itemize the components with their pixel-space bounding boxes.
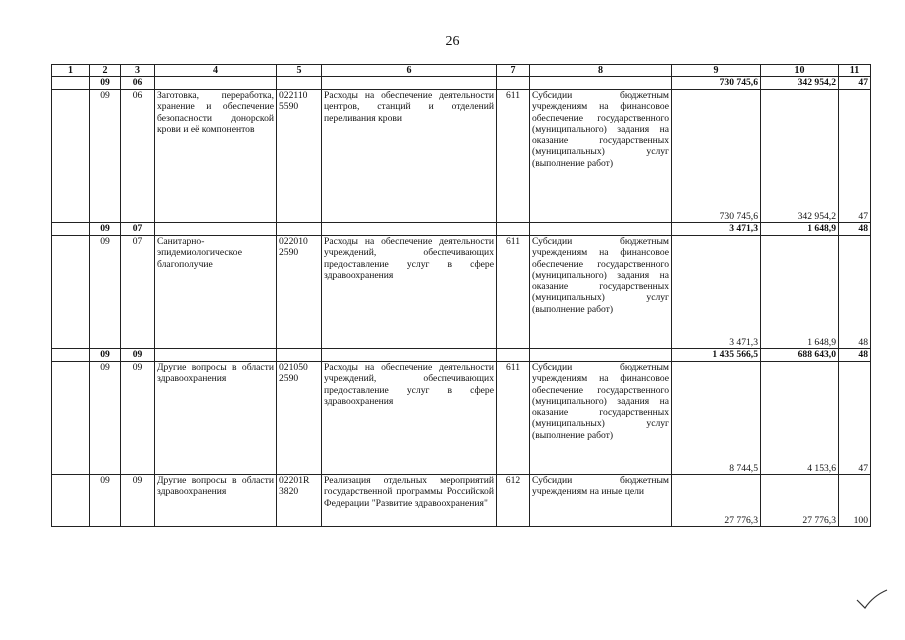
column-header-5: 5: [277, 65, 322, 77]
cell-col-3: 07: [121, 236, 155, 349]
column-header-1: 1: [52, 65, 90, 77]
cell-col-7: 612: [497, 475, 530, 527]
cell-col-10: 342 954,2: [761, 77, 839, 90]
column-header-9: 9: [672, 65, 761, 77]
cell-col-1: [52, 90, 90, 223]
cell-col-11: 47: [839, 362, 871, 475]
cell-col-3: 09: [121, 349, 155, 362]
cell-col-3: 09: [121, 475, 155, 527]
cell-col-5: 021050 2590: [277, 362, 322, 475]
cell-col-1: [52, 223, 90, 236]
cell-col-11: 48: [839, 236, 871, 349]
table-row: [52, 90, 871, 223]
cell-col-8: Субсидии бюджетным учреждениям на финансовое обеспечение государственного (муниципального) задания на оказание государственных (муниципальных) услуг (выполнение работ): [530, 362, 672, 475]
cell-col-10: 688 643,0: [761, 349, 839, 362]
cell-col-3: 06: [121, 90, 155, 223]
column-number-row: [52, 65, 871, 77]
subtotal-row: [52, 349, 871, 362]
column-header-11: 11: [839, 65, 871, 77]
cell-col-3: 09: [121, 362, 155, 475]
cell-col-8: [530, 223, 672, 236]
cell-col-10: 1 648,9: [761, 236, 839, 349]
cell-col-1: [52, 349, 90, 362]
cell-col-9: 730 745,6: [672, 90, 761, 223]
cell-col-8: [530, 349, 672, 362]
cell-col-3: 06: [121, 77, 155, 90]
cell-col-1: [52, 475, 90, 527]
cell-col-11: 100: [839, 475, 871, 527]
cell-col-8: Субсидии бюджетным учреждениям на финансовое обеспечение государственного (муниципального) задания на оказание государственных (муниципальных) услуг (выполнение работ): [530, 90, 672, 223]
cell-col-6: Реализация отдельных мероприятий государственной программы Российской Федерации "Развитие здравоохранения": [322, 475, 497, 527]
cell-col-9: 8 744,5: [672, 362, 761, 475]
budget-table: [51, 64, 871, 527]
cell-col-10: 342 954,2: [761, 90, 839, 223]
cell-col-2: 09: [90, 77, 121, 90]
cell-col-6: Расходы на обеспечение деятельности центров, станций и отделений переливания крови: [322, 90, 497, 223]
cell-col-7: 611: [497, 90, 530, 223]
cell-col-10: 1 648,9: [761, 223, 839, 236]
table-row: [52, 475, 871, 527]
cell-col-2: 09: [90, 349, 121, 362]
cell-col-4: Другие вопросы в области здравоохранения: [155, 362, 277, 475]
cell-col-8: Субсидии бюджетным учреждениям на финансовое обеспечение государственного (муниципального) задания на оказание государственных (муниципальных) услуг (выполнение работ): [530, 236, 672, 349]
cell-col-1: [52, 362, 90, 475]
cell-col-2: 09: [90, 475, 121, 527]
cell-col-7: [497, 223, 530, 236]
cell-col-9: 3 471,3: [672, 223, 761, 236]
cell-col-4: Санитарно-эпидемиологическое благополучие: [155, 236, 277, 349]
cell-col-2: 09: [90, 362, 121, 475]
column-header-3: 3: [121, 65, 155, 77]
cell-col-11: 48: [839, 223, 871, 236]
column-header-2: 2: [90, 65, 121, 77]
cell-col-8: Субсидии бюджетным учреждениям на иные цели: [530, 475, 672, 527]
page-number: 26: [445, 34, 460, 49]
table-row: [52, 236, 871, 349]
checkmark-icon: [855, 588, 889, 610]
cell-col-4: Заготовка, переработка, хранение и обеспечение безопасности донорской крови и её компонентов: [155, 90, 277, 223]
cell-col-11: 47: [839, 90, 871, 223]
cell-col-9: 3 471,3: [672, 236, 761, 349]
cell-col-4: Другие вопросы в области здравоохранения: [155, 475, 277, 527]
cell-col-7: [497, 349, 530, 362]
cell-col-6: Расходы на обеспечение деятельности учреждений, обеспечивающих предоставление услуг в сфере здравоохранения: [322, 236, 497, 349]
column-header-8: 8: [530, 65, 672, 77]
column-header-6: 6: [322, 65, 497, 77]
cell-col-1: [52, 77, 90, 90]
cell-col-11: 47: [839, 77, 871, 90]
cell-col-4: [155, 349, 277, 362]
cell-col-5: 022010 2590: [277, 236, 322, 349]
cell-col-4: [155, 223, 277, 236]
cell-col-2: 09: [90, 90, 121, 223]
cell-col-6: [322, 77, 497, 90]
cell-col-1: [52, 236, 90, 349]
cell-col-5: [277, 349, 322, 362]
column-header-10: 10: [761, 65, 839, 77]
cell-col-5: 02201R 3820: [277, 475, 322, 527]
cell-col-9: 730 745,6: [672, 77, 761, 90]
cell-col-2: 09: [90, 236, 121, 349]
cell-col-11: 48: [839, 349, 871, 362]
cell-col-10: 4 153,6: [761, 362, 839, 475]
subtotal-row: [52, 223, 871, 236]
cell-col-9: 1 435 566,5: [672, 349, 761, 362]
cell-col-7: 611: [497, 236, 530, 349]
column-header-4: 4: [155, 65, 277, 77]
cell-col-7: [497, 77, 530, 90]
cell-col-8: [530, 77, 672, 90]
cell-col-3: 07: [121, 223, 155, 236]
subtotal-row: [52, 77, 871, 90]
cell-col-10: 27 776,3: [761, 475, 839, 527]
cell-col-5: [277, 77, 322, 90]
cell-col-6: [322, 349, 497, 362]
table-row: [52, 362, 871, 475]
cell-col-5: [277, 223, 322, 236]
cell-col-9: 27 776,3: [672, 475, 761, 527]
column-header-7: 7: [497, 65, 530, 77]
cell-col-6: Расходы на обеспечение деятельности учреждений, обеспечивающих предоставление услуг в сфере здравоохранения: [322, 362, 497, 475]
cell-col-5: 022110 5590: [277, 90, 322, 223]
cell-col-6: [322, 223, 497, 236]
cell-col-7: 611: [497, 362, 530, 475]
cell-col-2: 09: [90, 223, 121, 236]
cell-col-4: [155, 77, 277, 90]
